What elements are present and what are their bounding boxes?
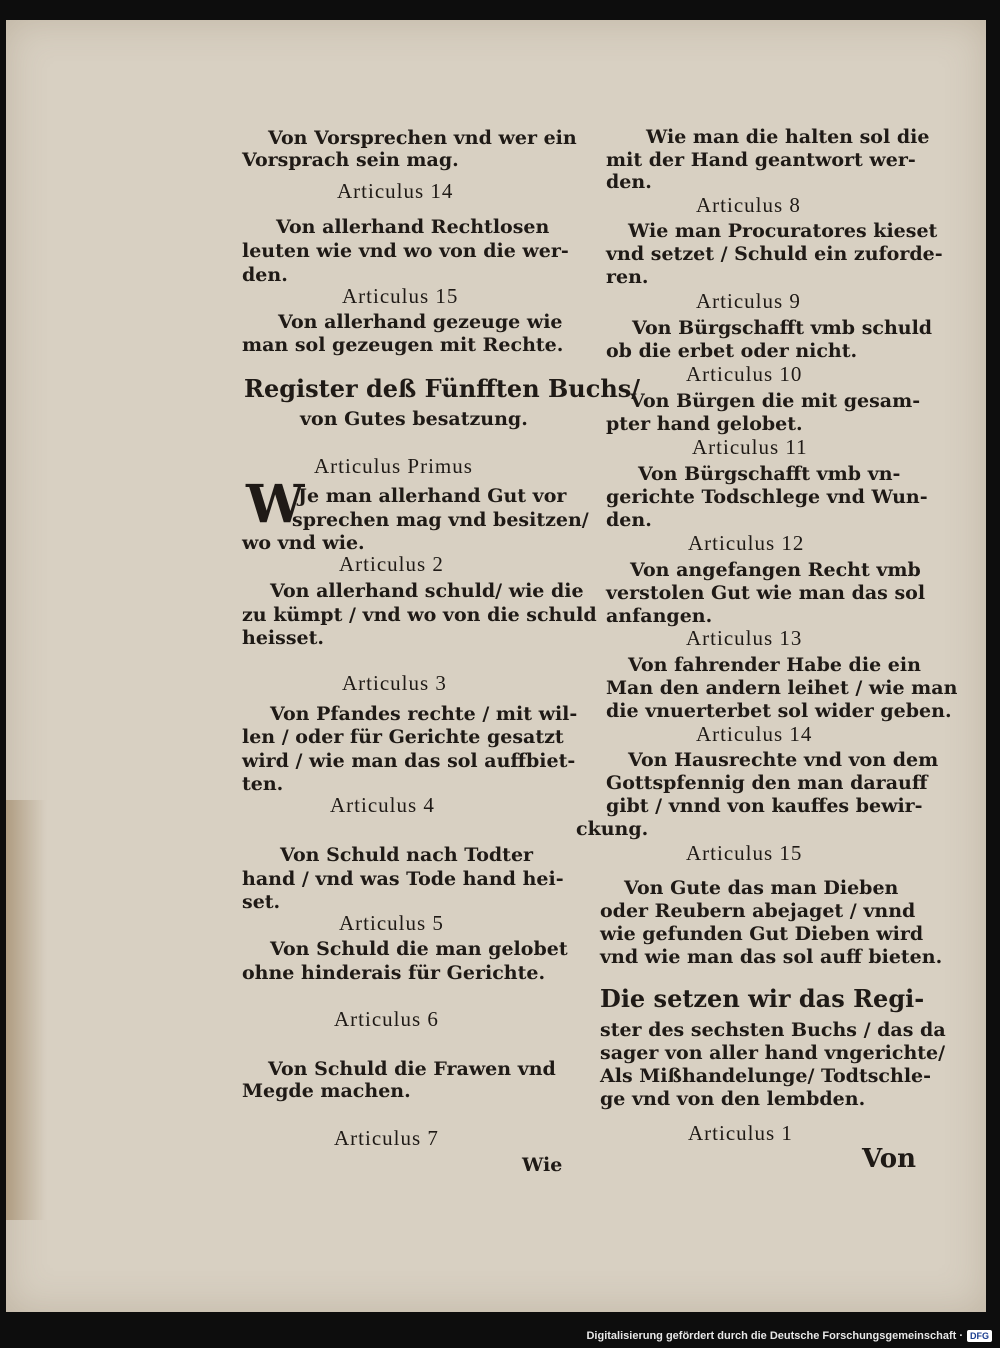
text-line: ster des sechsten Buchs / das da xyxy=(600,1019,946,1041)
text-line: Von Pfandes rechte / mit wil- xyxy=(270,703,578,725)
text-line: Von Bürgschafft vmb vn- xyxy=(638,463,901,485)
digitization-credit xyxy=(586,1330,992,1342)
article-heading: Articulus 12 xyxy=(688,531,805,555)
text-line: mit der Hand geantwort wer- xyxy=(606,149,916,171)
text-line: sager von aller hand vngerichte/ xyxy=(600,1042,946,1064)
credit-text: Digitalisierung gefördert durch die Deutsche Forschungsgemeinschaft · xyxy=(586,1330,963,1342)
text-line: ob die erbet oder nicht. xyxy=(606,340,858,362)
text-line: Von Hausrechte vnd von dem xyxy=(628,749,939,771)
text-line: Von Bürgschafft vmb schuld xyxy=(632,317,933,339)
book-page xyxy=(6,20,986,1312)
text-line: Von allerhand schuld/ wie die xyxy=(270,580,584,602)
text-line: Von Schuld die man gelobet xyxy=(270,938,568,960)
text-line: wo vnd wie. xyxy=(242,532,365,554)
catchword: Von xyxy=(862,1144,917,1174)
article-heading: Articulus 14 xyxy=(696,722,813,746)
catchword: Wie xyxy=(522,1154,563,1176)
text-line: anfangen. xyxy=(606,605,713,627)
book-register-heading: Register deß Fünfften Buchs/ xyxy=(244,374,641,403)
text-line: den. xyxy=(606,171,652,193)
text-line: sprechen mag vnd besitzen/ xyxy=(292,509,589,531)
text-line: Von Schuld die Frawen vnd xyxy=(268,1058,556,1080)
article-heading: Articulus 11 xyxy=(692,435,808,459)
article-heading: Articulus 2 xyxy=(339,552,444,576)
text-line: die vnuerterbet sol wider geben. xyxy=(606,700,952,722)
text-line: Man den andern leihet / wie man xyxy=(606,677,958,699)
text-line: Wie man Procuratores kieset xyxy=(628,220,938,242)
text-line: ren. xyxy=(606,266,649,288)
article-heading: Articulus 8 xyxy=(696,193,801,217)
article-heading: Articulus 4 xyxy=(330,793,435,817)
dfg-logo: DFG xyxy=(967,1330,992,1342)
text-line: verstolen Gut wie man das sol xyxy=(606,582,926,604)
book-register-heading: Die setzen wir das Regi- xyxy=(600,984,925,1013)
text-line: man sol gezeugen mit Rechte. xyxy=(242,334,564,356)
text-line: heisset. xyxy=(242,627,324,649)
article-heading: Articulus 6 xyxy=(334,1007,439,1031)
article-heading: Articulus 10 xyxy=(686,362,803,386)
article-heading: Articulus 7 xyxy=(334,1126,439,1150)
text-line: Gottspfennig den man darauff xyxy=(606,772,928,794)
text-line: Von allerhand Rechtlosen xyxy=(276,216,550,238)
text-line: ohne hinderais für Gerichte. xyxy=(242,962,546,984)
text-line: Von Schuld nach Todter xyxy=(280,844,534,866)
text-line: wird / wie man das sol auffbiet- xyxy=(242,750,576,772)
text-line: Von Vorsprechen vnd wer ein xyxy=(268,127,577,149)
text-line: Von Bürgen die mit gesam- xyxy=(630,390,921,412)
article-heading: Articulus Primus xyxy=(314,454,473,478)
article-heading: Articulus 15 xyxy=(342,284,459,308)
text-line: hand / vnd was Tode hand hei- xyxy=(242,868,564,890)
article-heading: Articulus 9 xyxy=(696,289,801,313)
text-line: oder Reubern abejaget / vnnd xyxy=(600,900,916,922)
text-line: gibt / vnnd von kauffes bewir- xyxy=(606,795,923,817)
text-line: ten. xyxy=(242,773,284,795)
text-line: set. xyxy=(242,891,281,913)
text-line: zu kümpt / vnd wo von die schuld xyxy=(242,604,597,626)
article-heading: Articulus 3 xyxy=(342,671,447,695)
text-line: ge vnd von den lembden. xyxy=(600,1088,866,1110)
article-heading: Articulus 15 xyxy=(686,841,803,865)
article-heading: Articulus 14 xyxy=(337,179,454,203)
page-stain xyxy=(6,800,46,1220)
text-line: vnd wie man das sol auff bieten. xyxy=(600,946,943,968)
article-heading: Articulus 13 xyxy=(686,626,803,650)
text-line: den. xyxy=(242,264,288,286)
text-line: Je man allerhand Gut vor xyxy=(298,485,567,507)
article-heading: Articulus 5 xyxy=(339,911,444,935)
text-line: den. xyxy=(606,509,652,531)
text-line: ckung. xyxy=(576,818,649,840)
text-line: pter hand gelobet. xyxy=(606,413,803,435)
text-line: Von fahrender Habe die ein xyxy=(628,654,921,676)
text-line: Von allerhand gezeuge wie xyxy=(278,311,563,333)
text-line: Wie man die halten sol die xyxy=(646,126,930,148)
text-line: Megde machen. xyxy=(242,1080,411,1102)
article-heading: Articulus 1 xyxy=(688,1121,793,1145)
text-line: wie gefunden Gut Dieben wird xyxy=(600,923,924,945)
text-line: von Gutes besatzung. xyxy=(300,408,528,430)
text-line: Als Mißhandelunge/ Todtschle- xyxy=(600,1065,932,1087)
text-line: Von Gute das man Dieben xyxy=(624,877,899,899)
text-line: vnd setzet / Schuld ein zuforde- xyxy=(606,243,943,265)
drop-cap: W xyxy=(246,474,305,535)
text-line: leuten wie vnd wo von die wer- xyxy=(242,240,569,262)
text-line: gerichte Todschlege vnd Wun- xyxy=(606,486,928,508)
text-line: Vorsprach sein mag. xyxy=(242,149,459,171)
text-line: Von angefangen Recht vmb xyxy=(630,559,921,581)
text-line: len / oder für Gerichte gesatzt xyxy=(242,726,564,748)
